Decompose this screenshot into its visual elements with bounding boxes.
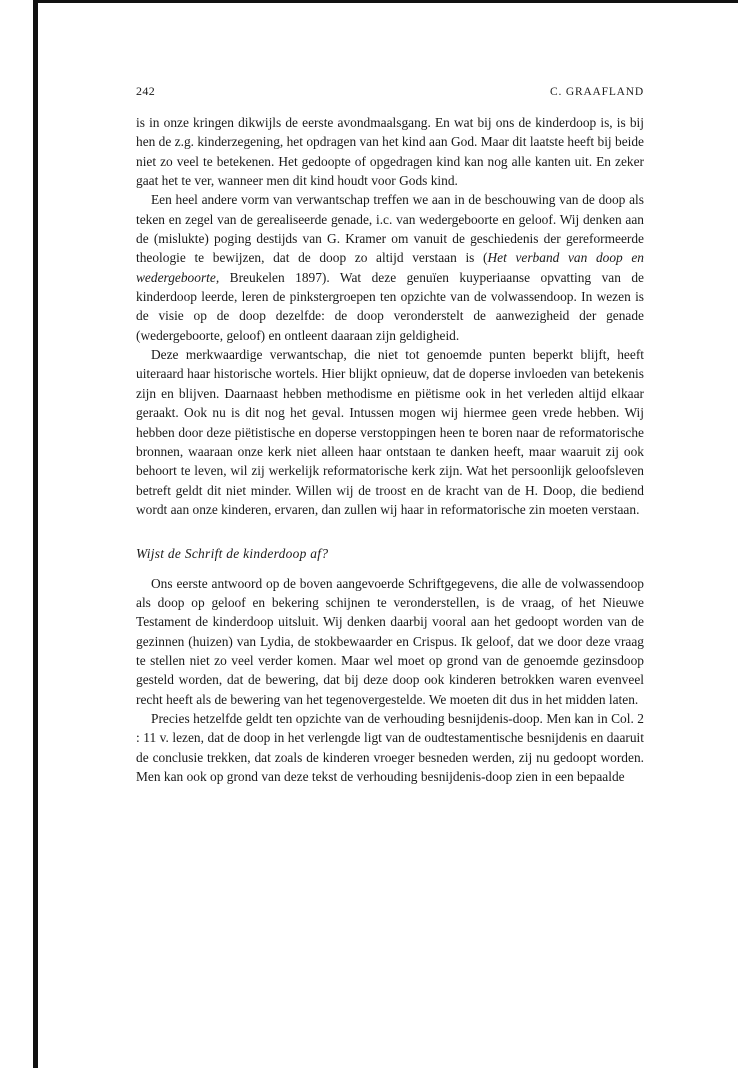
paragraph-historische-wortels: Deze merkwaardige verwantschap, die niet tot genoemde punten beperkt blijft, heeft uiteraard haar historische wortels. Hier blijkt opnieuw, dat de doperse invloeden van betekenis zijn en blijven. Daarnaast hebben methodisme en piëtisme ook in het verleden altijd elkaar geraakt. Ook nu is dit nog het geval. Intussen mogen wij hiermee geen vrede hebben. Wij hebben door deze piëtistische en doperse verstoppingen heen te boren naar de reformatorische bronnen, waaraan onze kerk niet alleen haar ontstaan te danken heeft, maar waaruit zij ook behoort te leven, wil zij werkelijk reformatorische kerk zijn. Wat het persoonlijk geloofsleven betreft geldt dit niet minder. Willen wij de troost en de kracht van de H. Doop, die bediend wordt aan onze kinderen, ervaren, dan zullen wij haar in reformatorische zin moeten verstaan. [136,347,644,517]
body-text [136,113,644,786]
paragraph-besnijdenis-doop: Precies hetzelfde geldt ten opzichte van de verhouding besnijdenis-doop. Men kan in Col. 2 : 11 v. lezen, dat de doop in het verlengde ligt van de oudtestamentische besnijdenis en daaruit de conclusie trekken, dat zoals de kinderen vroeger besneden werden, zij nu gedoopt worden. Men kan ook op grond van deze tekst de verhouding besnijdenis-doop zien in een bepaalde [136,710,644,784]
paragraph-eerste-antwoord: Ons eerste antwoord op de boven aangevoerde Schriftgegevens, die alle de volwassendoop als doop op geloof en bekering schijnen te veronderstellen, is de vraag, of het Nieuwe Testament de kinderdoop uitsluit. Wij denken daarbij vooral aan het gedoopt worden van de gezinnen (huizen) van Lydia, de stokbewaarder en Crispus. Ik geloof, dat we door deze vraag te stellen niet zo veel verder komen. Maar wel moet op grond van de genoemde gezinsdoop gesteld worden, dat de bewering, dat bij deze doop ook kinderen betrokken waren evenveel recht heeft als de bewering van het tegenovergestelde. We moeten dit dus in het midden laten. [136,575,644,707]
scan-edge-top [33,0,738,3]
paragraph-text: Een heel andere vorm van verwantschap treffen we aan in de beschouwing van de doop als teken en zegel van de gerealiseerde genade, i.c. van wedergeboorte en geloof. Wij denken aan de (mislukte) poging destijds van G. Kramer om vanuit de geschiedenis der gereformeerde theologie te bewijzen, dat de doop zo altijd verstaan is ( [136,192,644,266]
book-page [136,84,644,786]
page-number: 242 [136,84,156,98]
section-heading: Wijst de Schrift de kinderdoop af? [136,546,329,562]
paragraph-continuation: is in onze kringen dikwijls de eerste avondmaalsgang. En wat bij ons de kinderdoop is, is bij hen de z.g. kinderzegening, het opdragen van het kind aan God. Maar dit laatste heeft bij beide niet zo veel te betekenen. Het gedoopte of opgedragen kind kan nog alle kanten uit. En zeker gaat het te ver, wanneer men dit kind houdt voor Gods kind. [136,115,644,189]
paragraph-verwantschap [136,190,644,345]
paragraph-text: Breukelen 1897). Wat deze genuïen kuyperiaanse opvatting van de kinderdoop leerde, leren de pinkstergroepen ten opzichte van de volwassendoop. In wezen is de visie op de doop dezelfde: de doop veronderstelt de aanwezigheid der genade (wedergeboorte, geloof) en ontleent daaraan zijn geldigheid. [136,269,644,343]
book-title-citation: Het verband van doop en wedergeboorte, [136,250,644,285]
running-head [136,84,644,99]
running-head-author: C. GRAAFLAND [550,86,644,98]
scan-edge-left [33,0,38,1068]
